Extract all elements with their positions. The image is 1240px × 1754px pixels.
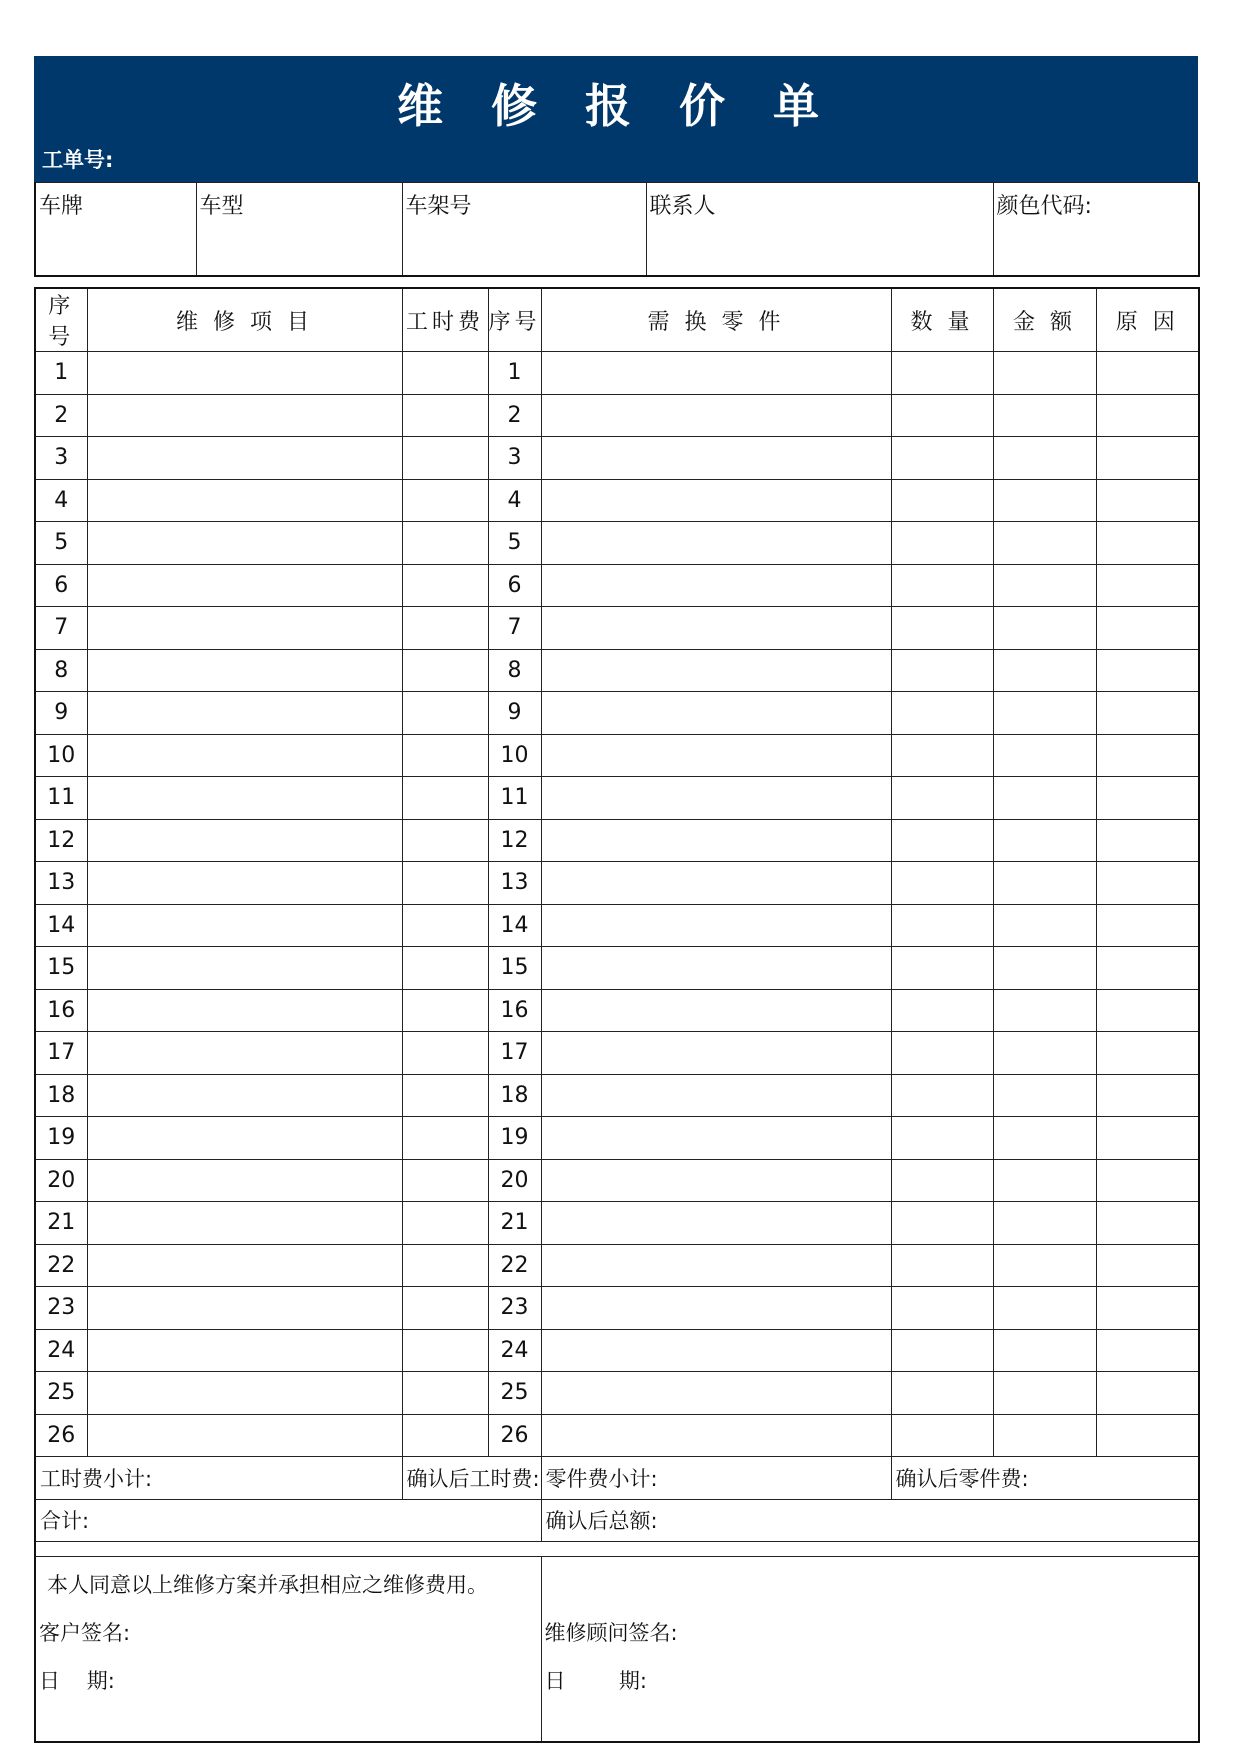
quantity-cell[interactable] [891,1117,993,1160]
table-row [35,904,1199,947]
labor-fee-cell[interactable] [402,1202,488,1245]
amount-cell[interactable] [993,989,1096,1032]
parts-cell[interactable] [541,1074,891,1117]
vin-label: 车架号 [405,194,472,219]
quote-sheet [34,56,1198,1743]
quantity-cell[interactable] [891,649,993,692]
quantity-cell[interactable] [891,1032,993,1075]
labor-fee-cell[interactable] [402,1159,488,1202]
repair-item-cell[interactable] [87,394,402,437]
quantity-cell[interactable] [891,394,993,437]
parts-cell[interactable] [541,777,891,820]
reason-cell[interactable] [1096,394,1199,437]
amount-cell[interactable] [993,1074,1096,1117]
customer-signature-block[interactable] [35,1557,541,1743]
repair-item-cell[interactable] [87,1117,402,1160]
advisor-sign-label: 维修顾问签名: [544,1621,678,1645]
table-row [35,479,1199,522]
seq-left-cell: 11 [35,777,87,820]
seq-right-cell: 7 [488,607,541,650]
parts-cell[interactable] [541,394,891,437]
labor-fee-cell[interactable] [402,947,488,990]
repair-item-cell[interactable] [87,1202,402,1245]
labor-fee-cell[interactable] [402,1032,488,1075]
customer-sign-label: 客户签名: [39,1621,131,1645]
order-number-label: 工单号: [42,148,114,172]
labor-fee-cell[interactable] [402,607,488,650]
table-row [35,989,1199,1032]
header-amount: 金 额 [993,288,1096,352]
amount-cell[interactable] [993,1414,1096,1457]
table-row [35,777,1199,820]
seq-right-cell: 13 [488,862,541,905]
reason-cell[interactable] [1096,437,1199,480]
labor-fee-cell[interactable] [402,904,488,947]
seq-left-cell: 14 [35,904,87,947]
table-row [35,437,1199,480]
reason-cell[interactable] [1096,1329,1199,1372]
seq-right-cell: 14 [488,904,541,947]
labor-fee-cell[interactable] [402,564,488,607]
header-labor-fee: 工时费 [402,288,488,352]
seq-right-cell: 19 [488,1117,541,1160]
table-row [35,1414,1199,1457]
amount-cell[interactable] [993,777,1096,820]
plate-field[interactable] [35,183,196,277]
contact-field[interactable] [646,183,993,277]
seq-right-cell: 16 [488,989,541,1032]
parts-cell[interactable] [541,862,891,905]
labor-fee-cell[interactable] [402,1329,488,1372]
amount-cell[interactable] [993,1032,1096,1075]
parts-cell[interactable] [541,692,891,735]
seq-left-cell: 15 [35,947,87,990]
seq-right-cell: 17 [488,1032,541,1075]
quantity-cell[interactable] [891,352,993,395]
header-reason: 原 因 [1096,288,1199,352]
seq-right-cell: 24 [488,1329,541,1372]
quantity-cell[interactable] [891,1244,993,1287]
quantity-cell[interactable] [891,522,993,565]
seq-right-cell: 21 [488,1202,541,1245]
seq-left-cell: 3 [35,437,87,480]
parts-cell[interactable] [541,1244,891,1287]
labor-fee-cell[interactable] [402,1074,488,1117]
spacer-row [35,1542,1199,1557]
reason-cell[interactable] [1096,989,1199,1032]
seq-left-cell: 17 [35,1032,87,1075]
parts-cell[interactable] [541,437,891,480]
reason-cell[interactable] [1096,692,1199,735]
parts-subtotal-label: 零件费小计: [545,1466,658,1491]
seq-left-cell: 8 [35,649,87,692]
model-label: 车型 [199,194,244,219]
seq-left-cell: 12 [35,819,87,862]
labor-fee-cell[interactable] [402,522,488,565]
parts-cell[interactable] [541,1414,891,1457]
reason-cell[interactable] [1096,777,1199,820]
parts-subtotal-cell[interactable] [541,1457,891,1500]
signature-row [35,1557,1199,1743]
confirmed-total-cell[interactable] [541,1499,1199,1542]
labor-fee-cell[interactable] [402,777,488,820]
repair-item-cell[interactable] [87,1329,402,1372]
header-seq-left: 序号 [35,288,87,352]
parts-cell[interactable] [541,1117,891,1160]
quantity-cell[interactable] [891,437,993,480]
seq-left-cell: 2 [35,394,87,437]
repair-item-cell[interactable] [87,607,402,650]
parts-cell[interactable] [541,819,891,862]
seq-right-cell: 8 [488,649,541,692]
seq-left-cell: 26 [35,1414,87,1457]
table-row [35,947,1199,990]
labor-fee-cell[interactable] [402,734,488,777]
labor-fee-cell[interactable] [402,1117,488,1160]
table-row [35,862,1199,905]
repair-item-cell[interactable] [87,522,402,565]
reason-cell[interactable] [1096,819,1199,862]
reason-cell[interactable] [1096,1287,1199,1330]
seq-right-cell: 15 [488,947,541,990]
repair-item-cell[interactable] [87,1159,402,1202]
repair-item-cell[interactable] [87,1244,402,1287]
seq-left-cell: 16 [35,989,87,1032]
total-row [35,1499,1199,1542]
labor-fee-cell[interactable] [402,862,488,905]
header-bar [34,56,1198,182]
repair-item-cell[interactable] [87,1372,402,1415]
amount-cell[interactable] [993,394,1096,437]
reason-cell[interactable] [1096,1117,1199,1160]
labor-fee-cell[interactable] [402,989,488,1032]
table-row [35,1202,1199,1245]
seq-right-cell: 2 [488,394,541,437]
repair-item-cell[interactable] [87,777,402,820]
labor-fee-cell[interactable] [402,1414,488,1457]
agreement-text: 本人同意以上维修方案并承担相应之维修费用。 [47,1573,488,1597]
seq-left-cell: 24 [35,1329,87,1372]
amount-cell[interactable] [993,862,1096,905]
repair-item-cell[interactable] [87,734,402,777]
amount-cell[interactable] [993,1329,1096,1372]
amount-cell[interactable] [993,479,1096,522]
repair-item-cell[interactable] [87,819,402,862]
repair-item-cell[interactable] [87,479,402,522]
table-row [35,352,1199,395]
seq-right-cell: 6 [488,564,541,607]
amount-cell[interactable] [993,352,1096,395]
table-header-row [35,288,1199,352]
quantity-cell[interactable] [891,692,993,735]
reason-cell[interactable] [1096,947,1199,990]
parts-cell[interactable] [541,1287,891,1330]
table-row [35,607,1199,650]
customer-date-label: 日 期: [39,1669,115,1693]
parts-cell[interactable] [541,1032,891,1075]
seq-right-cell: 22 [488,1244,541,1287]
quantity-cell[interactable] [891,1202,993,1245]
color-code-field[interactable] [993,183,1199,277]
reason-cell[interactable] [1096,1244,1199,1287]
amount-cell[interactable] [993,904,1096,947]
amount-cell[interactable] [993,1244,1096,1287]
table-row [35,692,1199,735]
reason-cell[interactable] [1096,522,1199,565]
seq-right-cell: 23 [488,1287,541,1330]
labor-fee-cell[interactable] [402,649,488,692]
parts-cell[interactable] [541,649,891,692]
items-table [34,287,1200,1743]
seq-left-cell: 5 [35,522,87,565]
reason-cell[interactable] [1096,352,1199,395]
repair-item-cell[interactable] [87,1032,402,1075]
amount-cell[interactable] [993,649,1096,692]
labor-fee-cell[interactable] [402,437,488,480]
seq-left-cell: 23 [35,1287,87,1330]
parts-cell[interactable] [541,1159,891,1202]
quantity-cell[interactable] [891,1414,993,1457]
quantity-cell[interactable] [891,989,993,1032]
seq-right-cell: 9 [488,692,541,735]
repair-item-cell[interactable] [87,862,402,905]
table-row [35,394,1199,437]
quantity-cell[interactable] [891,1074,993,1117]
amount-cell[interactable] [993,1372,1096,1415]
seq-left-cell: 22 [35,1244,87,1287]
quantity-cell[interactable] [891,1372,993,1415]
seq-left-cell: 13 [35,862,87,905]
reason-cell[interactable] [1096,1032,1199,1075]
repair-item-cell[interactable] [87,989,402,1032]
amount-cell[interactable] [993,1202,1096,1245]
confirmed-parts-label: 确认后零件费: [895,1466,1029,1491]
confirmed-parts-cell[interactable] [891,1457,1199,1500]
header-seq-right: 序号 [488,288,541,352]
page-title: 维 修 报 价 单 [396,79,836,133]
header-parts: 需 换 零 件 [541,288,891,352]
reason-cell[interactable] [1096,734,1199,777]
advisor-date-label: 日 期: [544,1669,647,1693]
table-row [35,1372,1199,1415]
parts-cell[interactable] [541,1372,891,1415]
seq-left-cell: 9 [35,692,87,735]
parts-cell[interactable] [541,564,891,607]
reason-cell[interactable] [1096,479,1199,522]
table-row [35,522,1199,565]
seq-left-cell: 10 [35,734,87,777]
parts-cell[interactable] [541,1329,891,1372]
amount-cell[interactable] [993,947,1096,990]
reason-cell[interactable] [1096,1159,1199,1202]
repair-item-cell[interactable] [87,1287,402,1330]
table-row [35,819,1199,862]
parts-cell[interactable] [541,947,891,990]
table-row [35,734,1199,777]
advisor-signature-block[interactable] [541,1557,1199,1743]
quantity-cell[interactable] [891,734,993,777]
parts-cell[interactable] [541,607,891,650]
seq-left-cell: 21 [35,1202,87,1245]
vin-field[interactable] [402,183,646,277]
repair-item-cell[interactable] [87,947,402,990]
quantity-cell[interactable] [891,479,993,522]
table-row [35,1329,1199,1372]
labor-fee-cell[interactable] [402,692,488,735]
confirmed-total-label: 确认后总额: [545,1509,658,1534]
seq-left-cell: 19 [35,1117,87,1160]
amount-cell[interactable] [993,1117,1096,1160]
labor-fee-cell[interactable] [402,394,488,437]
seq-left-cell: 20 [35,1159,87,1202]
plate-label: 车牌 [39,194,84,219]
labor-fee-cell[interactable] [402,352,488,395]
seq-right-cell: 20 [488,1159,541,1202]
seq-right-cell: 10 [488,734,541,777]
subtotal-row [35,1457,1199,1500]
labor-subtotal-label: 工时费小计: [40,1466,153,1491]
reason-cell[interactable] [1096,1202,1199,1245]
amount-cell[interactable] [993,437,1096,480]
quantity-cell[interactable] [891,564,993,607]
seq-left-cell: 18 [35,1074,87,1117]
labor-subtotal-cell[interactable] [35,1457,402,1500]
quantity-cell[interactable] [891,904,993,947]
reason-cell[interactable] [1096,862,1199,905]
repair-item-cell[interactable] [87,1074,402,1117]
labor-fee-cell[interactable] [402,1372,488,1415]
amount-cell[interactable] [993,564,1096,607]
quantity-cell[interactable] [891,607,993,650]
repair-item-cell[interactable] [87,352,402,395]
amount-cell[interactable] [993,1287,1096,1330]
repair-item-cell[interactable] [87,692,402,735]
seq-right-cell: 11 [488,777,541,820]
reason-cell[interactable] [1096,1372,1199,1415]
seq-left-cell: 4 [35,479,87,522]
seq-right-cell: 12 [488,819,541,862]
amount-cell[interactable] [993,734,1096,777]
contact-label: 联系人 [649,194,716,219]
reason-cell[interactable] [1096,1074,1199,1117]
reason-cell[interactable] [1096,607,1199,650]
amount-cell[interactable] [993,1159,1096,1202]
reason-cell[interactable] [1096,649,1199,692]
seq-left-cell: 6 [35,564,87,607]
seq-right-cell: 26 [488,1414,541,1457]
quantity-cell[interactable] [891,947,993,990]
parts-cell[interactable] [541,522,891,565]
seq-right-cell: 5 [488,522,541,565]
table-row [35,1117,1199,1160]
repair-item-cell[interactable] [87,649,402,692]
repair-item-cell[interactable] [87,1414,402,1457]
confirmed-labor-label: 确认后工时费: [406,1466,540,1491]
labor-fee-cell[interactable] [402,819,488,862]
parts-cell[interactable] [541,904,891,947]
quantity-cell[interactable] [891,819,993,862]
vehicle-info-table [34,182,1200,277]
quantity-cell[interactable] [891,1159,993,1202]
seq-right-cell: 25 [488,1372,541,1415]
table-row [35,1074,1199,1117]
seq-right-cell: 1 [488,352,541,395]
quantity-cell[interactable] [891,1287,993,1330]
amount-cell[interactable] [993,819,1096,862]
parts-cell[interactable] [541,1202,891,1245]
table-row [35,1032,1199,1075]
total-cell[interactable] [35,1499,541,1542]
seq-left-cell: 25 [35,1372,87,1415]
repair-item-cell[interactable] [87,564,402,607]
amount-cell[interactable] [993,607,1096,650]
table-row [35,564,1199,607]
seq-right-cell: 4 [488,479,541,522]
table-row [35,1244,1199,1287]
reason-cell[interactable] [1096,1414,1199,1457]
seq-right-cell: 3 [488,437,541,480]
reason-cell[interactable] [1096,904,1199,947]
total-label: 合计: [40,1509,90,1534]
labor-fee-cell[interactable] [402,1287,488,1330]
parts-cell[interactable] [541,734,891,777]
parts-cell[interactable] [541,479,891,522]
table-row [35,1159,1199,1202]
model-field[interactable] [196,183,402,277]
table-row [35,649,1199,692]
amount-cell[interactable] [993,522,1096,565]
quantity-cell[interactable] [891,862,993,905]
reason-cell[interactable] [1096,564,1199,607]
parts-cell[interactable] [541,989,891,1032]
quantity-cell[interactable] [891,1329,993,1372]
repair-item-cell[interactable] [87,904,402,947]
labor-fee-cell[interactable] [402,479,488,522]
header-repair-item: 维 修 项 目 [87,288,402,352]
color-code-label: 颜色代码: [996,194,1092,219]
table-row [35,1287,1199,1330]
repair-item-cell[interactable] [87,437,402,480]
quantity-cell[interactable] [891,777,993,820]
seq-left-cell: 7 [35,607,87,650]
seq-right-cell: 18 [488,1074,541,1117]
parts-cell[interactable] [541,352,891,395]
seq-left-cell: 1 [35,352,87,395]
header-quantity: 数 量 [891,288,993,352]
confirmed-labor-cell[interactable] [402,1457,541,1500]
amount-cell[interactable] [993,692,1096,735]
labor-fee-cell[interactable] [402,1244,488,1287]
